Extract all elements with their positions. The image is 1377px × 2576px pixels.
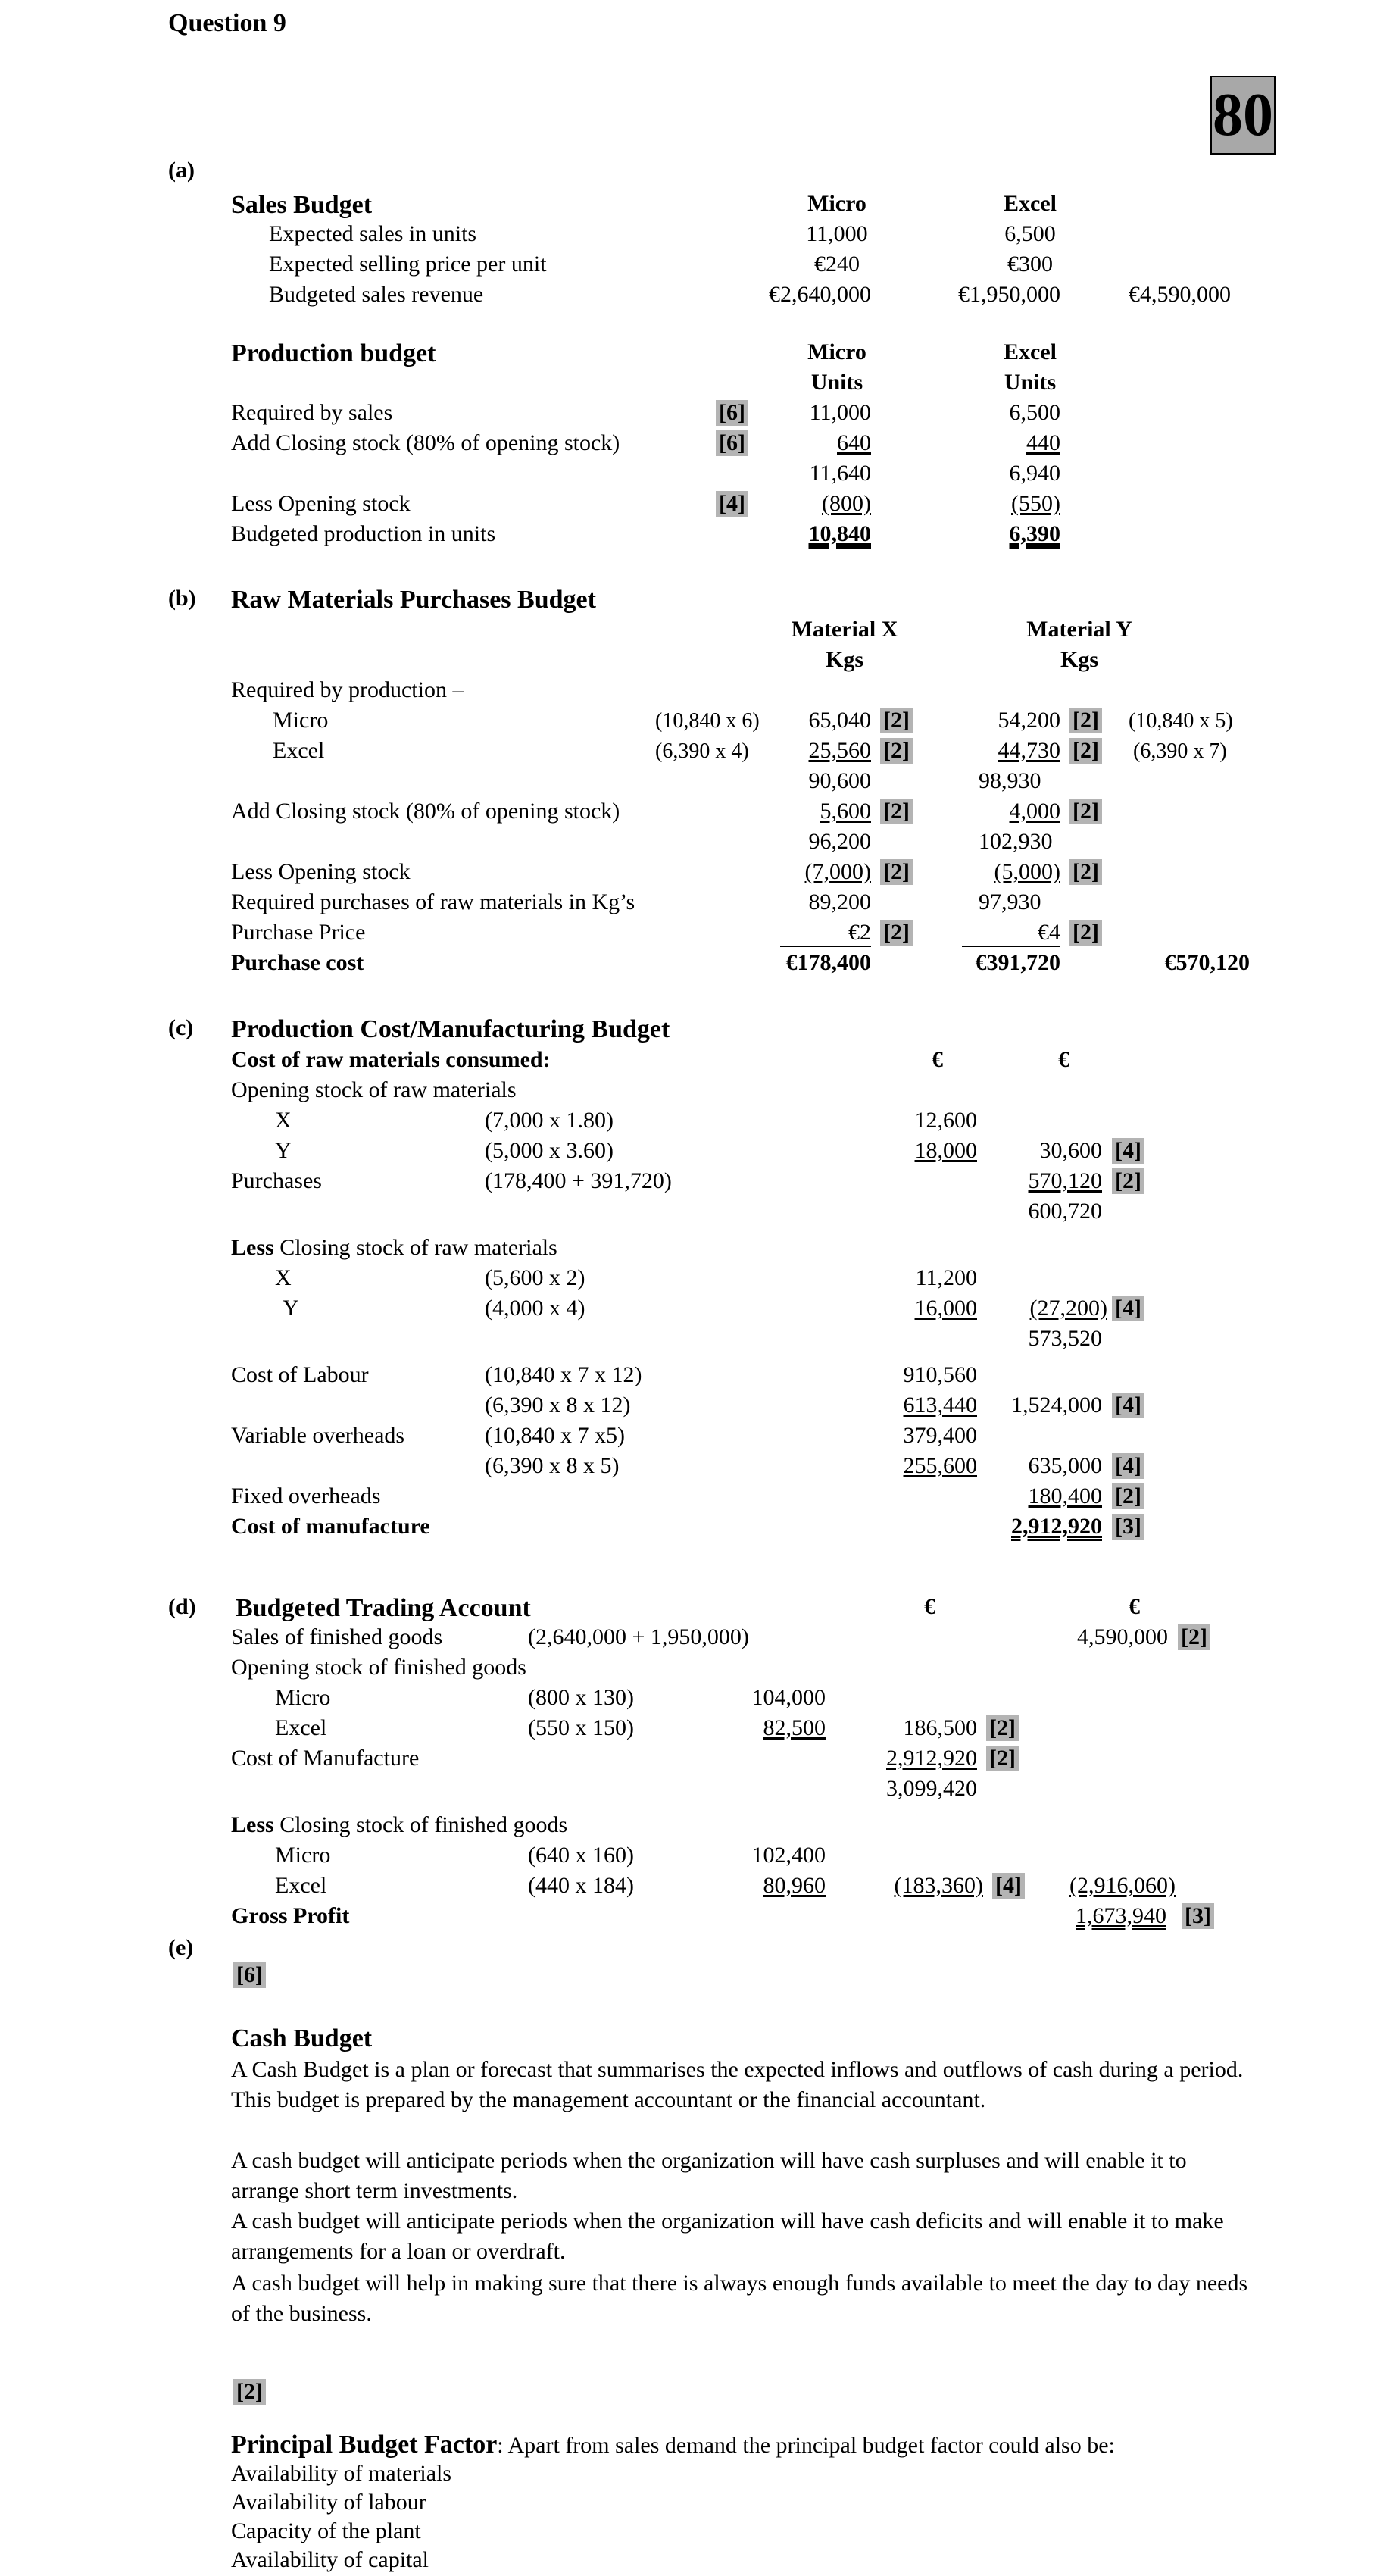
mark-badge: [3]	[1112, 1514, 1144, 1540]
production-row-label: Less Opening stock	[231, 491, 411, 516]
trading-calc: (550 x 150)	[528, 1715, 634, 1740]
raw-col-y: Material Y	[1026, 617, 1132, 642]
pc-total: 570,120	[1028, 1168, 1102, 1193]
raw-row-label: Purchase cost	[231, 950, 364, 975]
raw-materials-title: Raw Materials Purchases Budget	[231, 586, 596, 614]
prod-col-micro: Micro	[807, 339, 866, 364]
raw-col-kgs: Kgs	[825, 647, 863, 672]
pc-total: 600,720	[1028, 1199, 1102, 1224]
sales-row-micro: 11,000	[806, 221, 868, 246]
raw-y-value: 44,730	[998, 738, 1060, 763]
mark-badge: [2]	[880, 738, 913, 764]
raw-y-value: 97,930	[979, 889, 1041, 914]
pc-total: 1,524,000	[1011, 1393, 1102, 1418]
trading-value: 82,500	[763, 1715, 826, 1740]
pc-value: 255,600	[903, 1453, 977, 1478]
mark-badge: [4]	[1112, 1296, 1144, 1321]
pc-consumed-label: Cost of raw materials consumed:	[231, 1047, 551, 1072]
production-row-label: Required by sales	[231, 400, 393, 425]
raw-row-label: Less Opening stock	[231, 859, 411, 884]
sales-row-excel: €1,950,000	[958, 282, 1060, 307]
pc-calc: (4,000 x 4)	[485, 1296, 585, 1321]
mark-badge: [2]	[233, 2379, 266, 2405]
trading-label: Gross Profit	[231, 1903, 350, 1928]
production-row-label: Budgeted production in units	[231, 521, 496, 546]
production-row-excel: (550)	[1011, 491, 1060, 516]
production-budget-title: Production budget	[231, 339, 436, 367]
sales-row-total: €4,590,000	[1129, 282, 1231, 307]
part-a-label: (a)	[168, 158, 195, 183]
pc-value: 16,000	[914, 1296, 977, 1321]
sales-row-label: Expected sales in units	[269, 221, 477, 246]
raw-calc: (10,840 x 5)	[1129, 709, 1233, 733]
principal-line	[231, 2432, 1115, 2458]
pc-value: 910,560	[903, 1362, 977, 1387]
production-row-micro: 11,000	[809, 400, 871, 425]
raw-y-value: 54,200	[998, 708, 1060, 733]
sales-budget-title: Sales Budget	[231, 191, 373, 219]
principal-title: Principal Budget Factor	[231, 2431, 498, 2459]
mark-badge: [2]	[986, 1746, 1019, 1771]
raw-x-value: 65,040	[808, 708, 871, 733]
pc-value: 11,200	[915, 1265, 977, 1290]
mark-badge: [2]	[1112, 1483, 1144, 1509]
pc-total: 635,000	[1028, 1453, 1102, 1478]
sales-row-label: Budgeted sales revenue	[269, 282, 484, 307]
production-row-micro: 11,640	[809, 461, 871, 486]
pc-calc: (5,000 x 3.60)	[485, 1138, 614, 1163]
part-c-label: (c)	[168, 1015, 194, 1040]
production-row-excel: 6,390	[1009, 521, 1060, 546]
trading-sub: (183,360)	[894, 1873, 983, 1898]
mark-badge: [2]	[986, 1715, 1019, 1741]
mark-badge: [2]	[1069, 859, 1102, 885]
trading-calc: (800 x 130)	[528, 1685, 634, 1710]
principal-item: Availability of capital	[231, 2547, 429, 2572]
mark-badge: [2]	[1069, 920, 1102, 946]
raw-x-value: 25,560	[808, 738, 871, 763]
less-word: Less	[231, 1812, 274, 1837]
mark-badge: [2]	[1069, 738, 1102, 764]
pc-opening-label: Opening stock of raw materials	[231, 1077, 517, 1102]
score-box: 80	[1210, 76, 1276, 155]
pc-total: (27,200)	[1029, 1296, 1107, 1321]
raw-col-kgs: Kgs	[1060, 647, 1098, 672]
trading-total: 4,590,000	[1077, 1624, 1168, 1649]
trading-closing-label	[231, 1814, 567, 1837]
trading-sub: 186,500	[903, 1715, 977, 1740]
sales-row-micro: €2,640,000	[769, 282, 871, 307]
pc-calc: (10,840 x 7 x5)	[485, 1423, 625, 1448]
mark-badge: [2]	[1069, 799, 1102, 824]
pc-label: Fixed overheads	[231, 1483, 381, 1508]
raw-y-value: €4	[962, 921, 1060, 947]
production-row-excel: 6,940	[1009, 461, 1060, 486]
trading-calc: (440 x 184)	[528, 1873, 634, 1898]
trading-label: Cost of Manufacture	[231, 1746, 420, 1771]
closing-rest: Closing stock of finished goods	[273, 1812, 568, 1837]
question-title: Question 9	[168, 9, 286, 37]
pc-label: X	[275, 1108, 292, 1133]
pc-label: Cost of Labour	[231, 1362, 369, 1387]
mark-badge: [6]	[233, 1962, 266, 1988]
pc-currency: €	[1058, 1047, 1069, 1072]
trading-title: Budgeted Trading Account	[236, 1594, 531, 1622]
trading-label: Micro	[275, 1843, 331, 1868]
production-row-micro: 10,840	[808, 521, 871, 546]
raw-row-label: Micro	[273, 708, 329, 733]
raw-row-label: Required purchases of raw materials in Kg’s	[231, 889, 635, 914]
trading-currency: €	[924, 1594, 935, 1619]
raw-x-value: €178,400	[785, 950, 871, 975]
mark-badge: [2]	[880, 859, 913, 885]
raw-row-label: Excel	[273, 738, 325, 763]
trading-label: Excel	[275, 1873, 327, 1898]
trading-calc: (2,640,000 + 1,950,000)	[528, 1624, 749, 1649]
raw-required-label: Required by production –	[231, 677, 464, 702]
part-d-label: (d)	[168, 1594, 196, 1619]
trading-currency: €	[1129, 1594, 1140, 1619]
mark-badge: [4]	[1112, 1393, 1144, 1418]
trading-sub: 3,099,420	[886, 1776, 977, 1801]
trading-total: 1,673,940	[1076, 1903, 1166, 1928]
pc-calc: (178,400 + 391,720)	[485, 1168, 672, 1193]
cash-budget-title: Cash Budget	[231, 2024, 373, 2052]
production-row-excel: 6,500	[1009, 400, 1060, 425]
cash-paragraph: A cash budget will help in making sure that there is always enough funds available to meet the day to day needs of the business.	[231, 2271, 1248, 2326]
sales-row-excel: €300	[1007, 252, 1053, 277]
sales-row-excel: 6,500	[1004, 221, 1056, 246]
pc-calc: (10,840 x 7 x 12)	[485, 1362, 642, 1387]
mark-badge: [2]	[880, 920, 913, 946]
raw-calc: (6,390 x 4)	[655, 739, 749, 763]
raw-x-value: €2	[780, 921, 871, 947]
mark-badge: [2]	[880, 708, 913, 733]
production-row-excel: 440	[1026, 430, 1060, 455]
pc-total: 2,912,920	[1011, 1514, 1102, 1539]
pc-closing-label	[231, 1236, 557, 1259]
trading-value: 80,960	[763, 1873, 826, 1898]
less-word: Less	[231, 1235, 274, 1260]
raw-x-value: (7,000)	[804, 859, 871, 884]
principal-item: Capacity of the plant	[231, 2518, 421, 2543]
pc-currency: €	[932, 1047, 943, 1072]
raw-y-value: 98,930	[979, 768, 1041, 793]
raw-row-label: Add Closing stock (80% of opening stock)	[231, 799, 620, 824]
raw-y-value: 4,000	[1009, 799, 1060, 824]
trading-value: 104,000	[751, 1685, 826, 1710]
production-row-micro: 640	[837, 430, 871, 455]
part-e-label: (e)	[168, 1935, 194, 1960]
mark-badge: [4]	[1112, 1138, 1144, 1164]
sales-row-micro: €240	[814, 252, 860, 277]
mark-badge: [4]	[716, 491, 748, 517]
pc-label: Purchases	[231, 1168, 322, 1193]
trading-label: Micro	[275, 1685, 331, 1710]
pc-value: 12,600	[914, 1108, 977, 1133]
pc-calc: (6,390 x 8 x 12)	[485, 1393, 631, 1418]
trading-value: 102,400	[751, 1843, 826, 1868]
mark-badge: [6]	[716, 400, 748, 426]
raw-calc: (10,840 x 6)	[655, 709, 760, 733]
cash-paragraph: A cash budget will anticipate periods when the organization will have cash deficits and will enable it to make arrangements for a loan or overdraft.	[231, 2209, 1224, 2264]
cash-paragraph: A Cash Budget is a plan or forecast that summarises the expected inflows and outflows of cash during a period. This budget is prepared by the management accountant or the financial accountant.	[231, 2057, 1244, 2112]
mark-badge: [4]	[1112, 1453, 1144, 1479]
pc-label: X	[275, 1265, 292, 1290]
prod-col-excel: Excel	[1004, 339, 1057, 364]
raw-row-label: Purchase Price	[231, 920, 366, 945]
production-cost-title: Production Cost/Manufacturing Budget	[231, 1015, 670, 1043]
sales-col-excel: Excel	[1004, 191, 1057, 216]
pc-label: Y	[283, 1296, 299, 1321]
prod-col-units: Units	[810, 370, 863, 395]
pc-label: Cost of manufacture	[231, 1514, 430, 1539]
principal-intro: : Apart from sales demand the principal budget factor could also be:	[497, 2433, 1115, 2458]
trading-calc: (640 x 160)	[528, 1843, 634, 1868]
principal-item: Availability of materials	[231, 2461, 452, 2486]
mark-badge: [4]	[992, 1873, 1025, 1899]
part-b-label: (b)	[168, 586, 196, 611]
mark-badge: [2]	[1178, 1624, 1210, 1650]
pc-calc: (7,000 x 1.80)	[485, 1108, 614, 1133]
mark-badge: [2]	[1112, 1168, 1144, 1194]
pc-label: Variable overheads	[231, 1423, 405, 1448]
pc-value: 18,000	[914, 1138, 977, 1163]
raw-calc: (6,390 x 7)	[1133, 739, 1227, 763]
pc-total: 180,400	[1028, 1483, 1102, 1508]
raw-x-value: 89,200	[808, 889, 871, 914]
trading-sub: 2,912,920	[886, 1746, 977, 1771]
closing-rest: Closing stock of raw materials	[273, 1235, 557, 1260]
pc-total: 573,520	[1028, 1326, 1102, 1351]
mark-badge: [2]	[880, 799, 913, 824]
raw-x-value: 5,600	[820, 799, 871, 824]
principal-item: Availability of labour	[231, 2490, 426, 2515]
sales-row-label: Expected selling price per unit	[269, 252, 547, 277]
pc-calc: (5,600 x 2)	[485, 1265, 585, 1290]
raw-total: €570,120	[1164, 950, 1250, 975]
pc-label: Y	[275, 1138, 292, 1163]
trading-total: (2,916,060)	[1069, 1873, 1176, 1898]
sales-col-micro: Micro	[807, 191, 866, 216]
raw-y-value: 102,930	[979, 829, 1053, 854]
mark-badge: [3]	[1182, 1903, 1214, 1929]
mark-badge: [2]	[1069, 708, 1102, 733]
pc-total: 30,600	[1039, 1138, 1102, 1163]
raw-y-value: €391,720	[975, 950, 1060, 975]
trading-label: Opening stock of finished goods	[231, 1655, 526, 1680]
raw-col-x: Material X	[791, 617, 898, 642]
cash-paragraph: A cash budget will anticipate periods when the organization will have cash surpluses and will enable it to arrange short term investments.	[231, 2148, 1187, 2203]
raw-x-value: 96,200	[808, 829, 871, 854]
pc-value: 613,440	[903, 1393, 977, 1418]
raw-x-value: 90,600	[808, 768, 871, 793]
production-row-label: Add Closing stock (80% of opening stock)	[231, 430, 620, 455]
pc-value: 379,400	[903, 1423, 977, 1448]
pc-calc: (6,390 x 8 x 5)	[485, 1453, 620, 1478]
trading-label: Sales of finished goods	[231, 1624, 443, 1649]
mark-badge: [6]	[716, 430, 748, 456]
prod-col-units: Units	[1004, 370, 1057, 395]
production-row-micro: (800)	[822, 491, 871, 516]
trading-label: Excel	[275, 1715, 327, 1740]
raw-y-value: (5,000)	[994, 859, 1060, 884]
